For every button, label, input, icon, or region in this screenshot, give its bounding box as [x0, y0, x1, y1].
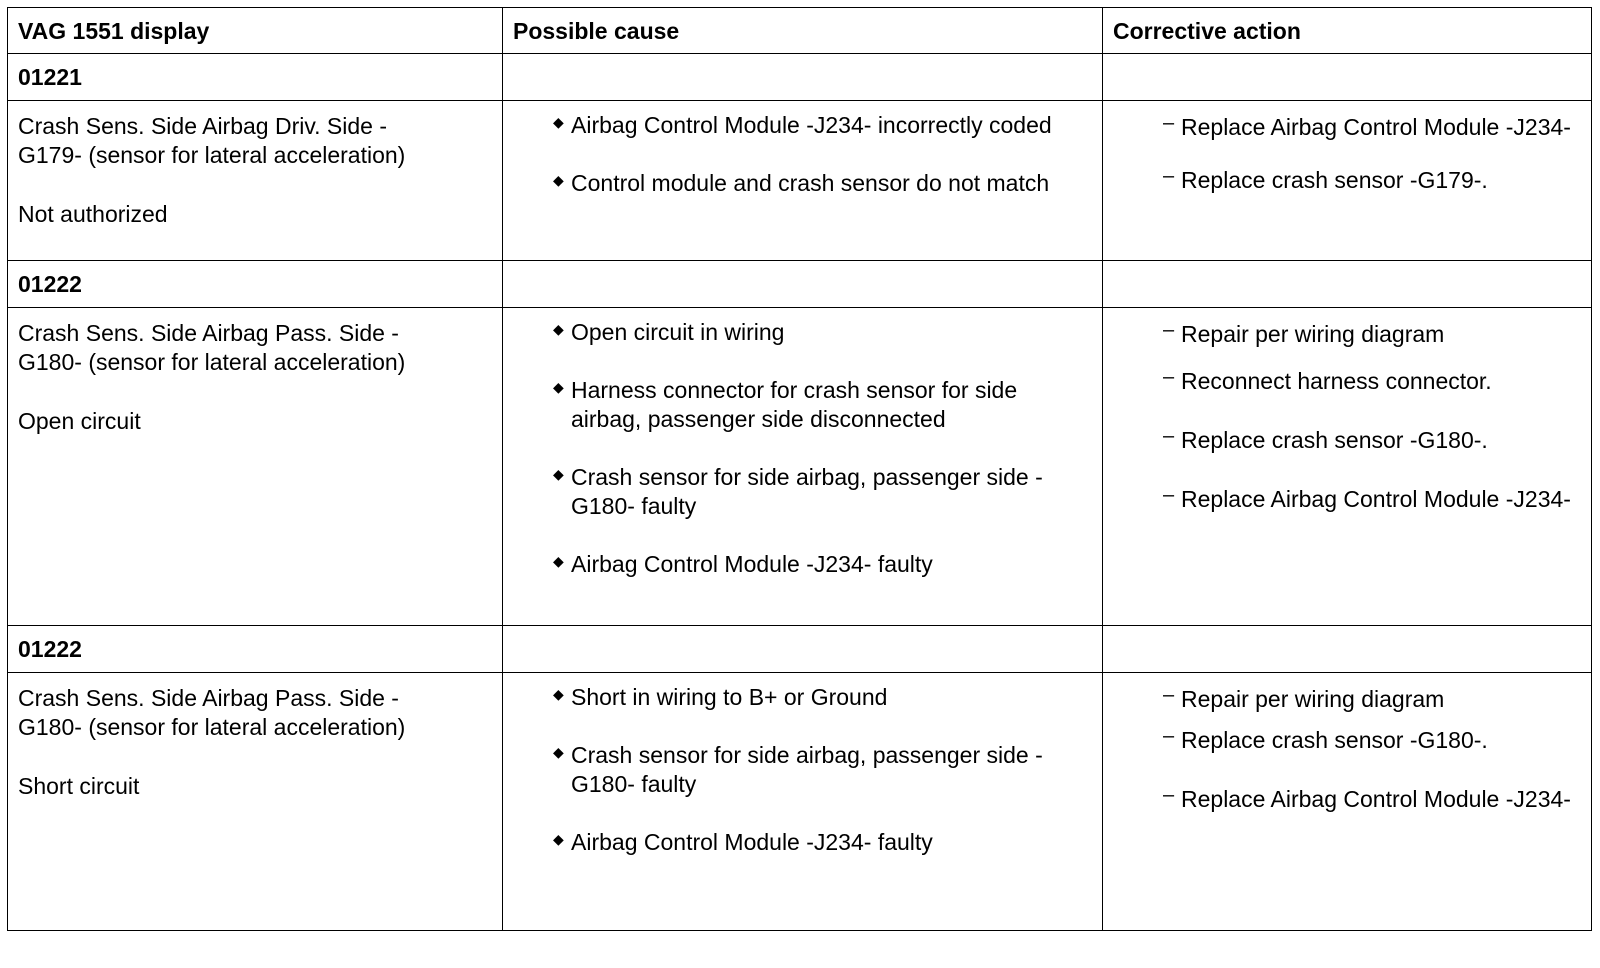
action-cell — [1103, 673, 1592, 931]
fault-table-sheet — [7, 7, 1591, 931]
dash-bullet-icon: – — [1163, 725, 1175, 747]
display-cell — [8, 101, 503, 261]
empty-cell — [1103, 261, 1592, 308]
cause-item: ◆ Airbag Control Module -J234- faulty — [553, 829, 933, 855]
cause-item: ◆ Short in wiring to B+ or Ground — [553, 684, 888, 710]
header-display: VAG 1551 display — [8, 8, 503, 54]
fault-code-cell — [8, 626, 503, 673]
detail-row — [8, 308, 1592, 626]
action-item: – Replace crash sensor -G180-. — [1181, 426, 1571, 455]
table-header-row — [8, 8, 1592, 54]
empty-cell — [503, 626, 1103, 673]
dash-bullet-icon: – — [1163, 366, 1175, 388]
code-row — [8, 626, 1592, 673]
action-item: – Replace Airbag Control Module -J234- — [1181, 113, 1571, 142]
cause-cell — [503, 101, 1103, 261]
dash-bullet-icon: – — [1163, 484, 1175, 506]
cause-cell — [503, 308, 1103, 626]
action-item: – Replace Airbag Control Module -J234- — [1181, 785, 1571, 814]
display-text-line: Crash Sens. Side Airbag Pass. Side - — [18, 685, 399, 711]
dash-bullet-icon: – — [1163, 784, 1175, 806]
diamond-bullet-icon: ◆ — [553, 114, 564, 130]
empty-cell — [503, 54, 1103, 101]
display-text-line: G179- (sensor for lateral acceleration) — [18, 142, 406, 168]
diamond-bullet-icon: ◆ — [553, 553, 564, 569]
display-text-line: Crash Sens. Side Airbag Pass. Side - — [18, 320, 399, 346]
empty-cell — [503, 261, 1103, 308]
diamond-bullet-icon: ◆ — [553, 686, 564, 702]
fault-code: 01222 — [18, 636, 82, 662]
diamond-bullet-icon: ◆ — [553, 744, 564, 760]
code-row — [8, 261, 1592, 308]
action-item: – Repair per wiring diagram — [1181, 320, 1571, 349]
action-item: – Reconnect harness connector. — [1181, 367, 1571, 396]
fault-code-cell — [8, 54, 503, 101]
display-cell — [8, 308, 503, 626]
empty-cell — [1103, 626, 1592, 673]
cause-item: ◆ Airbag Control Module -J234- faulty — [553, 551, 933, 577]
diamond-bullet-icon: ◆ — [553, 379, 564, 395]
fault-status: Open circuit — [18, 408, 141, 434]
dash-bullet-icon: – — [1163, 425, 1175, 447]
header-cause: Possible cause — [503, 8, 1103, 54]
diamond-bullet-icon: ◆ — [553, 466, 564, 482]
display-text-line: G180- (sensor for lateral acceleration) — [18, 349, 406, 375]
cause-cell — [503, 673, 1103, 931]
dash-bullet-icon: – — [1163, 165, 1175, 187]
fault-code-table — [7, 7, 1592, 931]
header-action: Corrective action — [1103, 8, 1592, 54]
fault-code: 01221 — [18, 64, 82, 90]
cause-item: ◆ Open circuit in wiring — [553, 319, 785, 345]
detail-row — [8, 673, 1592, 931]
dash-bullet-icon: – — [1163, 319, 1175, 341]
action-item: – Replace crash sensor -G179-. — [1181, 166, 1571, 195]
diamond-bullet-icon: ◆ — [553, 172, 564, 188]
code-row — [8, 54, 1592, 101]
fault-status: Short circuit — [18, 773, 140, 799]
action-item: – Replace crash sensor -G180-. — [1181, 726, 1571, 755]
dash-bullet-icon: – — [1163, 684, 1175, 706]
action-cell — [1103, 101, 1592, 261]
display-text-line: G180- (sensor for lateral acceleration) — [18, 714, 406, 740]
cause-item: ◆ Crash sensor for side airbag, passenger side -G180- faulty — [553, 464, 1043, 519]
fault-code-cell — [8, 261, 503, 308]
detail-row — [8, 101, 1592, 261]
action-item: – Repair per wiring diagram — [1181, 685, 1571, 714]
empty-cell — [1103, 54, 1592, 101]
action-cell — [1103, 308, 1592, 626]
diamond-bullet-icon: ◆ — [553, 321, 564, 337]
fault-status: Not authorized — [18, 201, 168, 227]
display-cell — [8, 673, 503, 931]
diamond-bullet-icon: ◆ — [553, 831, 564, 847]
cause-item: ◆ Airbag Control Module -J234- incorrectly coded — [553, 112, 1052, 138]
fault-code: 01222 — [18, 271, 82, 297]
dash-bullet-icon: – — [1163, 112, 1175, 134]
cause-item: ◆ Crash sensor for side airbag, passenger side -G180- faulty — [553, 742, 1043, 797]
action-item: – Replace Airbag Control Module -J234- — [1181, 485, 1571, 514]
display-text-line: Crash Sens. Side Airbag Driv. Side - — [18, 113, 388, 139]
cause-item: ◆ Harness connector for crash sensor for side airbag, passenger side disconnected — [553, 377, 1018, 432]
cause-item: ◆ Control module and crash sensor do not match — [553, 170, 1050, 196]
